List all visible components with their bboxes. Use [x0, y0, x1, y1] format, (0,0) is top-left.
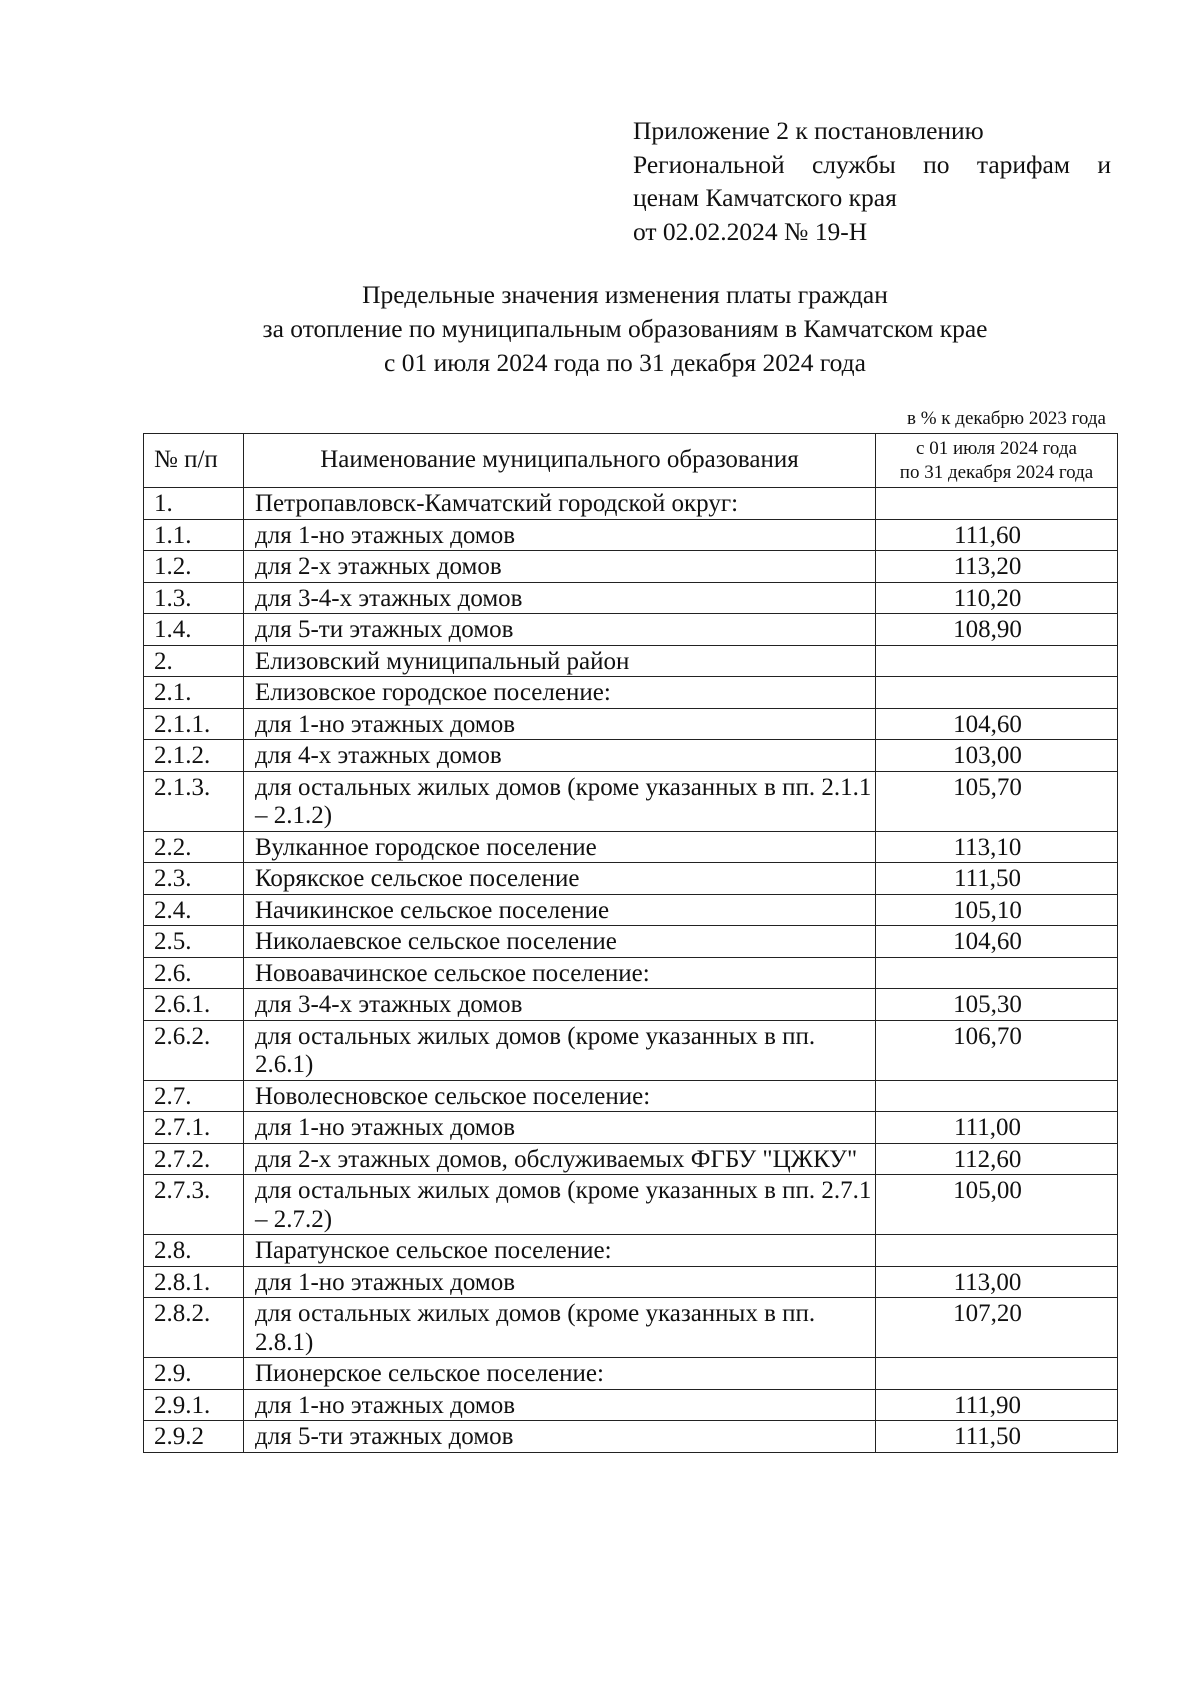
row-name: Вулканное городское поселение	[244, 831, 876, 863]
row-name: для 1-но этажных домов	[244, 1389, 876, 1421]
table-row	[144, 614, 1118, 646]
row-name: для 2-х этажных домов, обслуживаемых ФГБУ "ЦЖКУ"	[244, 1143, 876, 1175]
row-name: для 3-4-х этажных домов	[244, 989, 876, 1021]
row-number: 2.8.1.	[144, 1266, 244, 1298]
row-number: 2.7.2.	[144, 1143, 244, 1175]
table-row	[144, 519, 1118, 551]
row-number: 2.4.	[144, 894, 244, 926]
row-name: для 1-но этажных домов	[244, 1112, 876, 1144]
row-name: для 1-но этажных домов	[244, 1266, 876, 1298]
table-row	[144, 740, 1118, 772]
table-row	[144, 1358, 1118, 1390]
row-number: 2.7.3.	[144, 1175, 244, 1235]
row-value	[876, 677, 1118, 709]
row-name: Петропавловск-Камчатский городской округ:	[244, 488, 876, 520]
row-name: для остальных жилых домов (кроме указанных в пп. 2.6.1)	[244, 1020, 876, 1080]
table-row	[144, 1112, 1118, 1144]
appendix-line-2	[633, 148, 1111, 182]
row-name: Пионерское сельское поселение:	[244, 1358, 876, 1390]
row-name: Корякское сельское поселение	[244, 863, 876, 895]
row-name: для остальных жилых домов (кроме указанных в пп. 2.8.1)	[244, 1298, 876, 1358]
row-value: 104,60	[876, 708, 1118, 740]
table-row	[144, 989, 1118, 1021]
row-value: 111,50	[876, 1421, 1118, 1453]
row-value: 110,20	[876, 582, 1118, 614]
row-number: 2.1.	[144, 677, 244, 709]
row-value: 107,20	[876, 1298, 1118, 1358]
appendix-line-3: ценам Камчатского края	[633, 183, 897, 212]
row-number: 1.2.	[144, 551, 244, 583]
table-row	[144, 1175, 1118, 1235]
appendix-line-4: от 02.02.2024 № 19-Н	[633, 216, 868, 246]
row-value: 108,90	[876, 614, 1118, 646]
row-value: 111,60	[876, 519, 1118, 551]
row-number: 2.9.	[144, 1358, 244, 1390]
table-row	[144, 926, 1118, 958]
row-name: Паратунское сельское поселение:	[244, 1235, 876, 1267]
appendix-word: и	[1097, 149, 1111, 179]
row-number: 2.8.2.	[144, 1298, 244, 1358]
row-value: 111,00	[876, 1112, 1118, 1144]
row-number: 2.	[144, 645, 244, 677]
table-row	[144, 551, 1118, 583]
row-name: Елизовский муниципальный район	[244, 645, 876, 677]
table-row	[144, 645, 1118, 677]
table-row	[144, 1080, 1118, 1112]
row-number: 2.7.	[144, 1080, 244, 1112]
row-value: 104,60	[876, 926, 1118, 958]
appendix-block	[633, 114, 1111, 248]
row-value: 112,60	[876, 1143, 1118, 1175]
table-row	[144, 863, 1118, 895]
title-line-1: Предельные значения изменения платы граждан	[362, 280, 888, 309]
table-row	[144, 771, 1118, 831]
row-number: 2.6.2.	[144, 1020, 244, 1080]
row-name: Николаевское сельское поселение	[244, 926, 876, 958]
row-value: 106,70	[876, 1020, 1118, 1080]
row-name: для 1-но этажных домов	[244, 519, 876, 551]
row-name: Новоавачинское сельское поселение:	[244, 957, 876, 989]
row-value	[876, 1235, 1118, 1267]
row-number: 2.9.2	[144, 1421, 244, 1453]
table-row	[144, 582, 1118, 614]
row-value: 113,00	[876, 1266, 1118, 1298]
row-number: 2.9.1.	[144, 1389, 244, 1421]
row-number: 1.1.	[144, 519, 244, 551]
row-name: для остальных жилых домов (кроме указанных в пп. 2.1.1 – 2.1.2)	[244, 771, 876, 831]
table-row	[144, 1389, 1118, 1421]
row-value: 113,20	[876, 551, 1118, 583]
appendix-word: тарифам	[976, 149, 1071, 179]
row-number: 2.6.1.	[144, 989, 244, 1021]
row-value: 105,70	[876, 771, 1118, 831]
row-value	[876, 488, 1118, 520]
table-row	[144, 894, 1118, 926]
row-name: для остальных жилых домов (кроме указанных в пп. 2.7.1 – 2.7.2)	[244, 1175, 876, 1235]
row-value	[876, 1358, 1118, 1390]
row-value	[876, 957, 1118, 989]
row-value	[876, 645, 1118, 677]
row-number: 2.7.1.	[144, 1112, 244, 1144]
row-name: для 3-4-х этажных домов	[244, 582, 876, 614]
table-row	[144, 1143, 1118, 1175]
table-header-row	[144, 434, 1118, 488]
row-value: 111,90	[876, 1389, 1118, 1421]
table-row	[144, 1421, 1118, 1453]
row-name: Новолесновское сельское поселение:	[244, 1080, 876, 1112]
row-number: 2.1.3.	[144, 771, 244, 831]
row-name: для 1-но этажных домов	[244, 708, 876, 740]
row-number: 1.	[144, 488, 244, 520]
row-value: 105,30	[876, 989, 1118, 1021]
header-num: № п/п	[144, 434, 244, 488]
header-name: Наименование муниципального образования	[244, 434, 876, 488]
row-number: 2.1.1.	[144, 708, 244, 740]
title-line-3: с 01 июля 2024 года по 31 декабря 2024 года	[384, 348, 866, 377]
table-row	[144, 708, 1118, 740]
appendix-word: по	[923, 149, 950, 179]
row-name: Начикинское сельское поселение	[244, 894, 876, 926]
row-value: 111,50	[876, 863, 1118, 895]
title-line-2: за отопление по муниципальным образованиям в Камчатском крае	[262, 314, 988, 343]
row-number: 2.3.	[144, 863, 244, 895]
appendix-word: службы	[811, 149, 896, 179]
table-row	[144, 831, 1118, 863]
row-number: 2.8.	[144, 1235, 244, 1267]
row-value: 113,10	[876, 831, 1118, 863]
row-name: для 2-х этажных домов	[244, 551, 876, 583]
row-name: для 4-х этажных домов	[244, 740, 876, 772]
table-row	[144, 1235, 1118, 1267]
table-row	[144, 677, 1118, 709]
row-number: 1.3.	[144, 582, 244, 614]
table-row	[144, 1020, 1118, 1080]
row-number: 2.5.	[144, 926, 244, 958]
appendix-line-1: Приложение 2 к постановлению	[633, 116, 984, 145]
header-period-line-1: с 01 июля 2024 года	[916, 437, 1077, 459]
row-number: 2.2.	[144, 831, 244, 863]
document-title	[0, 278, 1200, 380]
row-value: 105,00	[876, 1175, 1118, 1235]
tariff-table	[143, 433, 1118, 1453]
header-period-line-2: по 31 декабря 2024 года	[899, 461, 1094, 483]
row-name: для 5-ти этажных домов	[244, 1421, 876, 1453]
row-number: 1.4.	[144, 614, 244, 646]
row-number: 2.1.2.	[144, 740, 244, 772]
table-body	[144, 488, 1118, 1453]
table-row	[144, 1298, 1118, 1358]
appendix-word: Региональной	[633, 149, 785, 179]
row-value	[876, 1080, 1118, 1112]
row-value: 103,00	[876, 740, 1118, 772]
table-row	[144, 488, 1118, 520]
row-name: Елизовское городское поселение:	[244, 677, 876, 709]
table-row	[144, 957, 1118, 989]
row-name: для 5-ти этажных домов	[244, 614, 876, 646]
table-row	[144, 1266, 1118, 1298]
header-period	[876, 434, 1118, 488]
units-note: в % к декабрю 2023 года	[907, 408, 1106, 429]
row-number: 2.6.	[144, 957, 244, 989]
row-value: 105,10	[876, 894, 1118, 926]
